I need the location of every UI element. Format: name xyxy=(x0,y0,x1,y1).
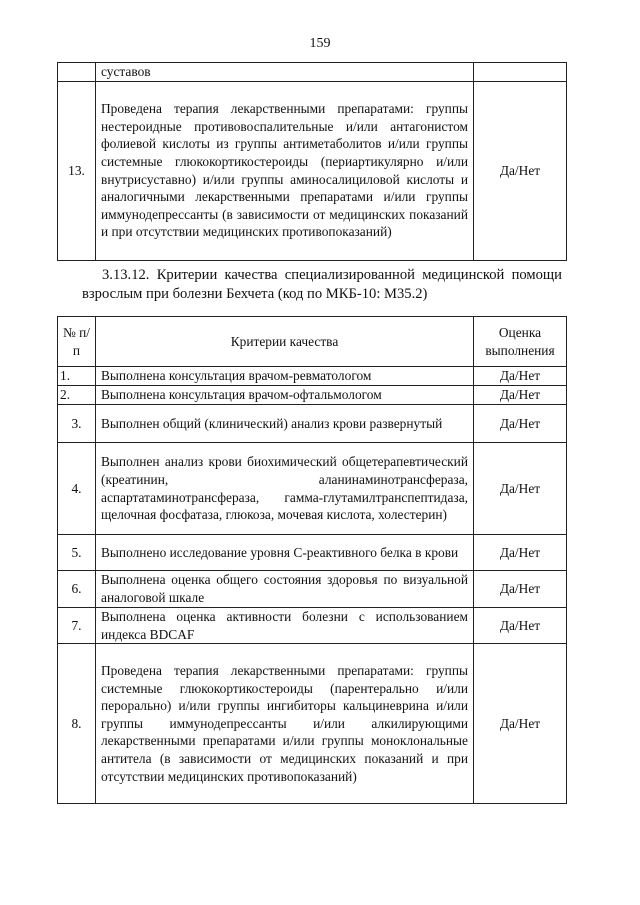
row-number: 2. xyxy=(58,386,96,405)
table-row xyxy=(58,81,567,260)
row-number: 3. xyxy=(58,405,96,443)
header-assessment: Оценка выполнения xyxy=(474,317,567,367)
criterion-text: Выполнена оценка активности болезни с использованием индекса BDCAF xyxy=(96,608,474,644)
table-header-row xyxy=(58,317,567,367)
criterion-text: Проведена терапия лекарственными препаратами: группы системные глюкокортикостероиды (парентерально и/или перорально) и/или группы ингибиторы кальциневрина и/или группы иммунодепрессанты и/или алкилирующими лекарственными препаратами и/или группы моноклональные антитела (в зависимости от медицинских показаний и при отсутствии медицинских противопоказаний) xyxy=(96,644,474,804)
assessment-value: Да/Нет xyxy=(474,405,567,443)
row-number: 8. xyxy=(58,644,96,804)
row-number xyxy=(58,63,96,82)
header-criteria: Критерии качества xyxy=(96,317,474,367)
assessment-value: Да/Нет xyxy=(474,535,567,571)
criterion-text: Выполнена оценка общего состояния здоровья по визуальной аналоговой шкале xyxy=(96,571,474,608)
table-row xyxy=(58,386,567,405)
criterion-text: Выполнена консультация врачом-офтальмологом xyxy=(96,386,474,405)
table-row xyxy=(58,535,567,571)
section-heading: 3.13.12. Критерии качества специализированной медицинской помощи взрослым при болезни Бехчета (код по МКБ-10: М35.2) xyxy=(82,267,562,302)
criterion-text: Выполнен анализ крови биохимический общетерапевтический (креатинин, аланинаминотрансфераза, аспартатаминотрансфераза, гамма-глутамилтранспептидаза, щелочная фосфатаза, глюкоза, мочевая кислота, холестерин) xyxy=(96,443,474,535)
assessment-value xyxy=(474,63,567,82)
table-row xyxy=(58,405,567,443)
criterion-text: Выполнено исследование уровня С-реактивного белка в крови xyxy=(96,535,474,571)
row-number: 4. xyxy=(58,443,96,535)
assessment-value: Да/Нет xyxy=(474,367,567,386)
page-number: 159 xyxy=(309,36,331,51)
quality-criteria-table xyxy=(57,316,567,804)
assessment-value: Да/Нет xyxy=(474,443,567,535)
assessment-value: Да/Нет xyxy=(474,386,567,405)
table-row xyxy=(58,644,567,804)
table-row xyxy=(58,571,567,608)
table-row xyxy=(58,608,567,644)
assessment-value: Да/Нет xyxy=(474,571,567,608)
table-row xyxy=(58,63,567,82)
criterion-text: суставов xyxy=(96,63,474,82)
row-number: 1. xyxy=(58,367,96,386)
criterion-text: Выполнен общий (клинический) анализ крови развернутый xyxy=(96,405,474,443)
assessment-value: Да/Нет xyxy=(474,608,567,644)
header-number: № п/п xyxy=(58,317,96,367)
row-number: 6. xyxy=(58,571,96,608)
row-number: 7. xyxy=(58,608,96,644)
table-row xyxy=(58,367,567,386)
criterion-text: Выполнена консультация врачом-ревматологом xyxy=(96,367,474,386)
assessment-value: Да/Нет xyxy=(474,81,567,260)
criterion-text: Проведена терапия лекарственными препаратами: группы нестероидные противовоспалительные и/или антагонистом фолиевой кислоты из группы антиметаболитов и/или группы системные глюкокортикостероиды (периартикулярно и/или внутрисуставно) и/или группы аминосалициловой кислоты и аналогичными лекарственными препаратами и/или группы иммунодепрессанты (в зависимости от медицинских показаний и при отсутствии медицинских противопоказаний) xyxy=(96,81,474,260)
row-number: 13. xyxy=(58,81,96,260)
assessment-value: Да/Нет xyxy=(474,644,567,804)
continued-criteria-table xyxy=(57,62,567,261)
row-number: 5. xyxy=(58,535,96,571)
table-row xyxy=(58,443,567,535)
